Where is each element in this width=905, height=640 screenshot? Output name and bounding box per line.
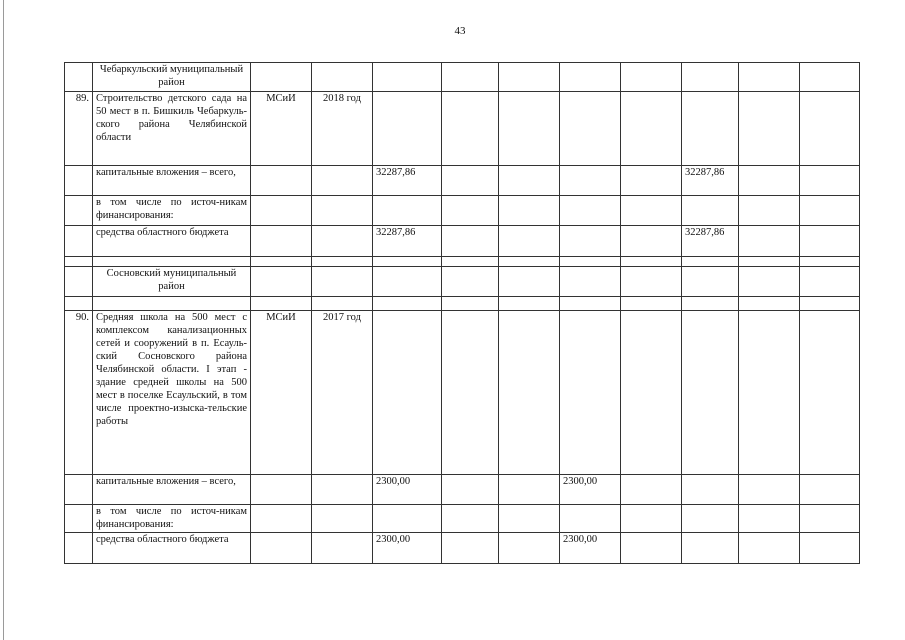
empty-cell	[93, 257, 251, 267]
table-row	[65, 267, 860, 297]
line-label: в том числе по источ-никам финансирования:	[93, 505, 251, 533]
year-value-5	[621, 226, 682, 257]
year-value-6	[682, 533, 739, 564]
year-value-5	[621, 166, 682, 196]
customer: МСиИ	[251, 311, 312, 475]
line-label: капитальные вложения – всего,	[93, 475, 251, 505]
page-number: 43	[454, 25, 466, 37]
line-label: в том числе по источ-никам финансирования:	[93, 196, 251, 226]
table-row	[65, 196, 860, 226]
investment-table	[64, 62, 860, 564]
year-value-6: 32287,86	[682, 166, 739, 196]
total-value: 2300,00	[373, 533, 442, 564]
table-row	[65, 226, 860, 257]
empty-cell	[93, 297, 251, 311]
total-value: 32287,86	[373, 226, 442, 257]
object-name: Строительство детского сада на 50 мест в п. Бишкиль Чебаркуль-ского района Челябинской области	[93, 92, 251, 166]
total-value: 32287,86	[373, 166, 442, 196]
line-label: капитальные вложения – всего,	[93, 166, 251, 196]
table-row	[65, 505, 860, 533]
row-number: 90.	[65, 311, 93, 475]
total-value: 2300,00	[373, 475, 442, 505]
row-number	[65, 63, 93, 92]
customer: МСиИ	[251, 92, 312, 166]
margin-line	[3, 0, 4, 640]
table-row	[65, 311, 860, 475]
table-row	[65, 475, 860, 505]
deadline: 2017 год	[312, 311, 373, 475]
year-value-5: 2300,00	[560, 475, 621, 505]
object-name: Средняя школа на 500 мест с комплексом канализационных сетей и сооружений в п. Есауль-ский Сосновского района Челябинской области. I этап - здание средней школы на 500 мест в поселке Есаульский, в том числе проектно-изыска-тельские работы	[93, 311, 251, 475]
table-row	[65, 166, 860, 196]
year-value-6: 32287,86	[682, 226, 739, 257]
deadline: 2018 год	[312, 92, 373, 166]
year-value-5: 2300,00	[560, 533, 621, 564]
section-title: Чебаркульский муниципальный район	[93, 63, 251, 92]
table-row	[65, 533, 860, 564]
year-value-6	[682, 475, 739, 505]
line-label: средства областного бюджета	[93, 533, 251, 564]
section-title: Сосновский муниципальный район	[93, 267, 251, 297]
line-label: средства областного бюджета	[93, 226, 251, 257]
table-row	[65, 92, 860, 166]
row-number: 89.	[65, 92, 93, 166]
table-row	[65, 297, 860, 311]
table-row	[65, 63, 860, 92]
table-row	[65, 257, 860, 267]
